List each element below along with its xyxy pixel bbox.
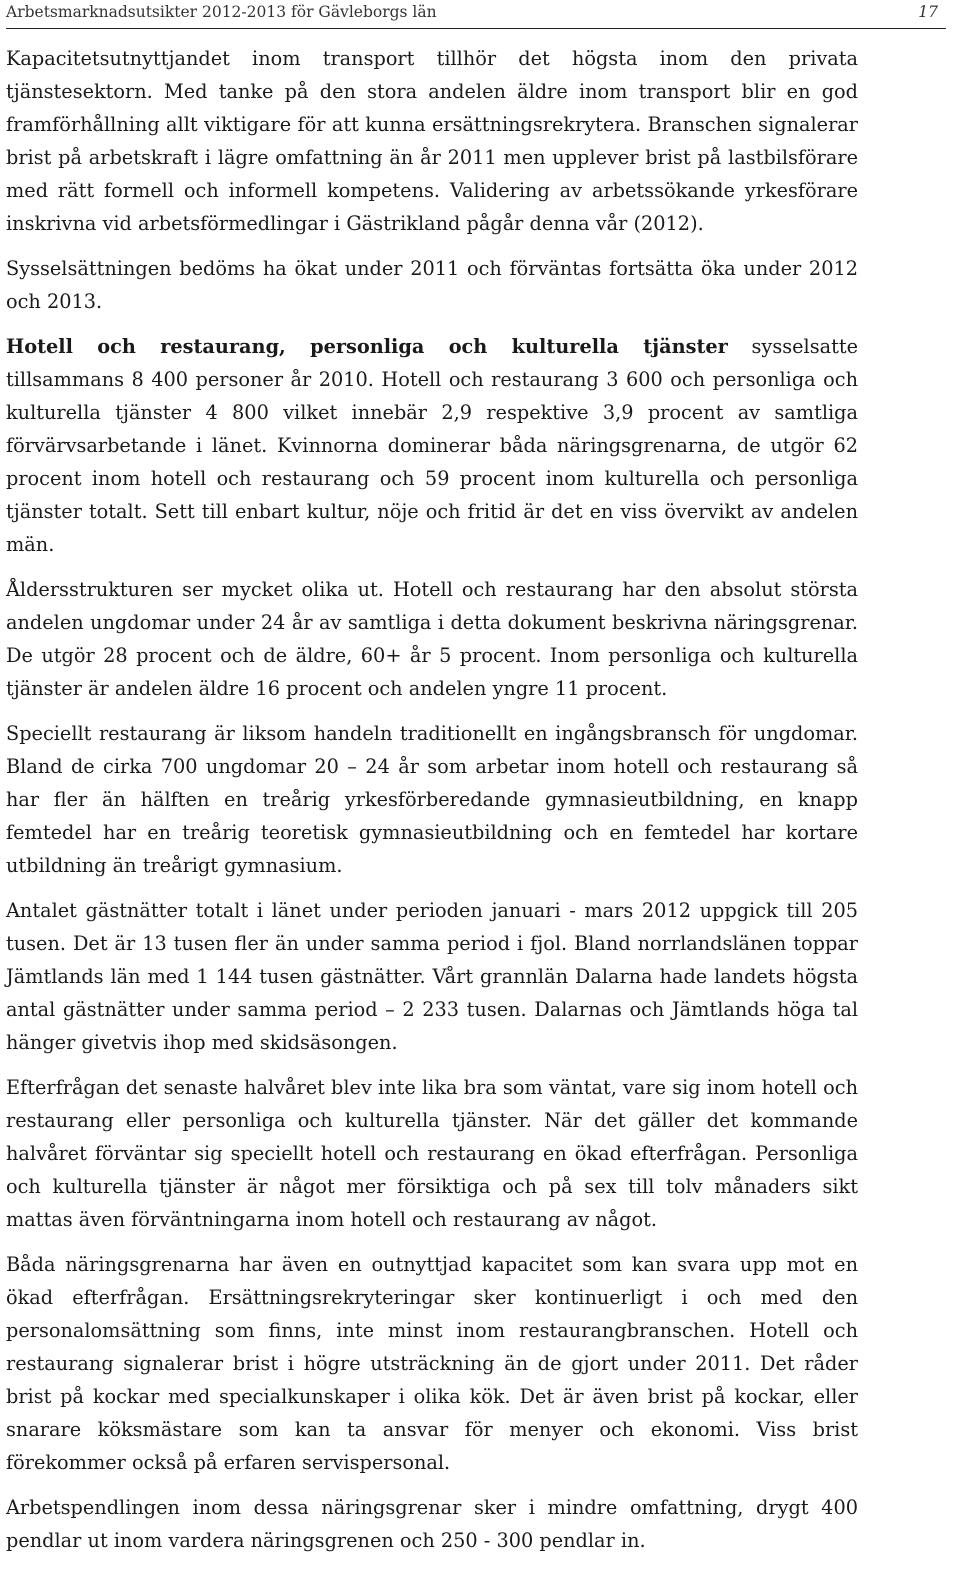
paragraph-commuting: Arbetspendlingen inom dessa näringsgrenar sker i mindre omfattning, drygt 400 pendlar ut inom vardera näringsgrenen och 250 - 300 pendlar in.: [6, 1496, 858, 1552]
paragraph-transport-capacity: Kapacitetsutnyttjandet inom transport tillhör det högsta inom den privata tjänstesektorn. Med tanke på den stora andelen äldre inom transport blir en god framförhållning allt viktigare för att kunna ersättningsrekrytera. Branschen signalerar brist på arbetskraft i lägre omfattning än år 2011 men upplever brist på lastbilsförare med rätt formell och informell kompetens. Validering av arbetssökande yrkesförare inskrivna vid arbetsförmedlingar i Gästrikland pågår denna vår (2012).: [6, 47, 858, 235]
paragraph-guest-nights: Antalet gästnätter totalt i länet under perioden januari - mars 2012 uppgick till 205 tusen. Det är 13 tusen fler än under samma period i fjol. Bland norrlandslänen toppar Jämtlands län med 1 144 tusen gästnätter. Vårt grannlän Dalarna hade landets högsta antal gästnätter under samma period – 2 233 tusen. Dalarnas och Jämtlands höga tal hänger givetvis ihop med skidsäsongen.: [6, 899, 858, 1054]
paragraph-restaurant-youth: Speciellt restaurang är liksom handeln traditionellt en ingångsbransch för ungdomar. Bland de cirka 700 ungdomar 20 – 24 år som arbetar inom hotell och restaurang så har fler än hälften en treårig yrkesförberedande gymnasieutbildning, en knapp femtedel har en treårig teoretisk gymnasieutbildning och en femtedel har kortare utbildning än treårigt gymnasium.: [6, 722, 858, 877]
paragraph-capacity-shortage: Båda näringsgrenarna har även en outnyttjad kapacitet som kan svara upp mot en ökad efterfrågan. Ersättningsrekryteringar sker kontinuerligt i och med den personalomsättning som finns, inte minst inom restaurangbranschen. Hotell och restaurang signalerar brist i högre utsträckning än de gjort under 2011. Det råder brist på kockar med specialkunskaper i olika kök. Det är även brist på kockar, eller snarare köksmästare som kan ta ansvar för menyer och ekonomi. Viss brist förekommer också på erfaren servispersonal.: [6, 1253, 858, 1474]
paragraph-age-structure: Åldersstrukturen ser mycket olika ut. Hotell och restaurang har den absolut största andelen ungdomar under 24 år av samtliga i detta dokument beskrivna näringsgrenar. De utgör 28 procent och de äldre, 60+ år 5 procent. Inom personliga och kulturella tjänster är andelen äldre 16 procent och andelen yngre 11 procent.: [6, 578, 858, 700]
paragraph-hotel-restaurant-text: sysselsatte tillsammans 8 400 personer år 2010. Hotell och restaurang 3 600 och personliga och kulturella tjänster 4 800 vilket innebär 2,9 respektive 3,9 procent av samtliga förvärvsarbetande i länet. Kvinnorna dominerar båda näringsgrenarna, de utgör 62 procent inom hotell och restaurang och 59 procent inom kulturella och personliga tjänster totalt. Sett till enbart kultur, nöje och fritid är det en viss övervikt av andelen män.: [6, 335, 858, 556]
paragraph-demand: Efterfrågan det senaste halvåret blev inte lika bra som väntat, vare sig inom hotell och restaurang eller personliga och kulturella tjänster. När det gäller det kommande halvåret förväntar sig speciellt hotell och restaurang en ökad efterfrågan. Personliga och kulturella tjänster är något mer försiktiga och på sex till tolv månaders sikt mattas även förväntningarna inom hotell och restaurang av något.: [6, 1076, 858, 1231]
paragraph-hotel-restaurant-intro: [6, 330, 858, 561]
page-header: [6, 2, 946, 29]
page-number: 17: [918, 3, 938, 21]
body-text: [6, 42, 858, 1569]
running-title: Arbetsmarknadsutsikter 2012-2013 för Gävleborgs län: [6, 3, 437, 21]
paragraph-employment-forecast: Sysselsättningen bedöms ha ökat under 2011 och förväntas fortsätta öka under 2012 och 2013.: [6, 257, 858, 313]
section-heading-hotel-restaurant: Hotell och restaurang, personliga och kulturella tjänster: [6, 335, 728, 358]
